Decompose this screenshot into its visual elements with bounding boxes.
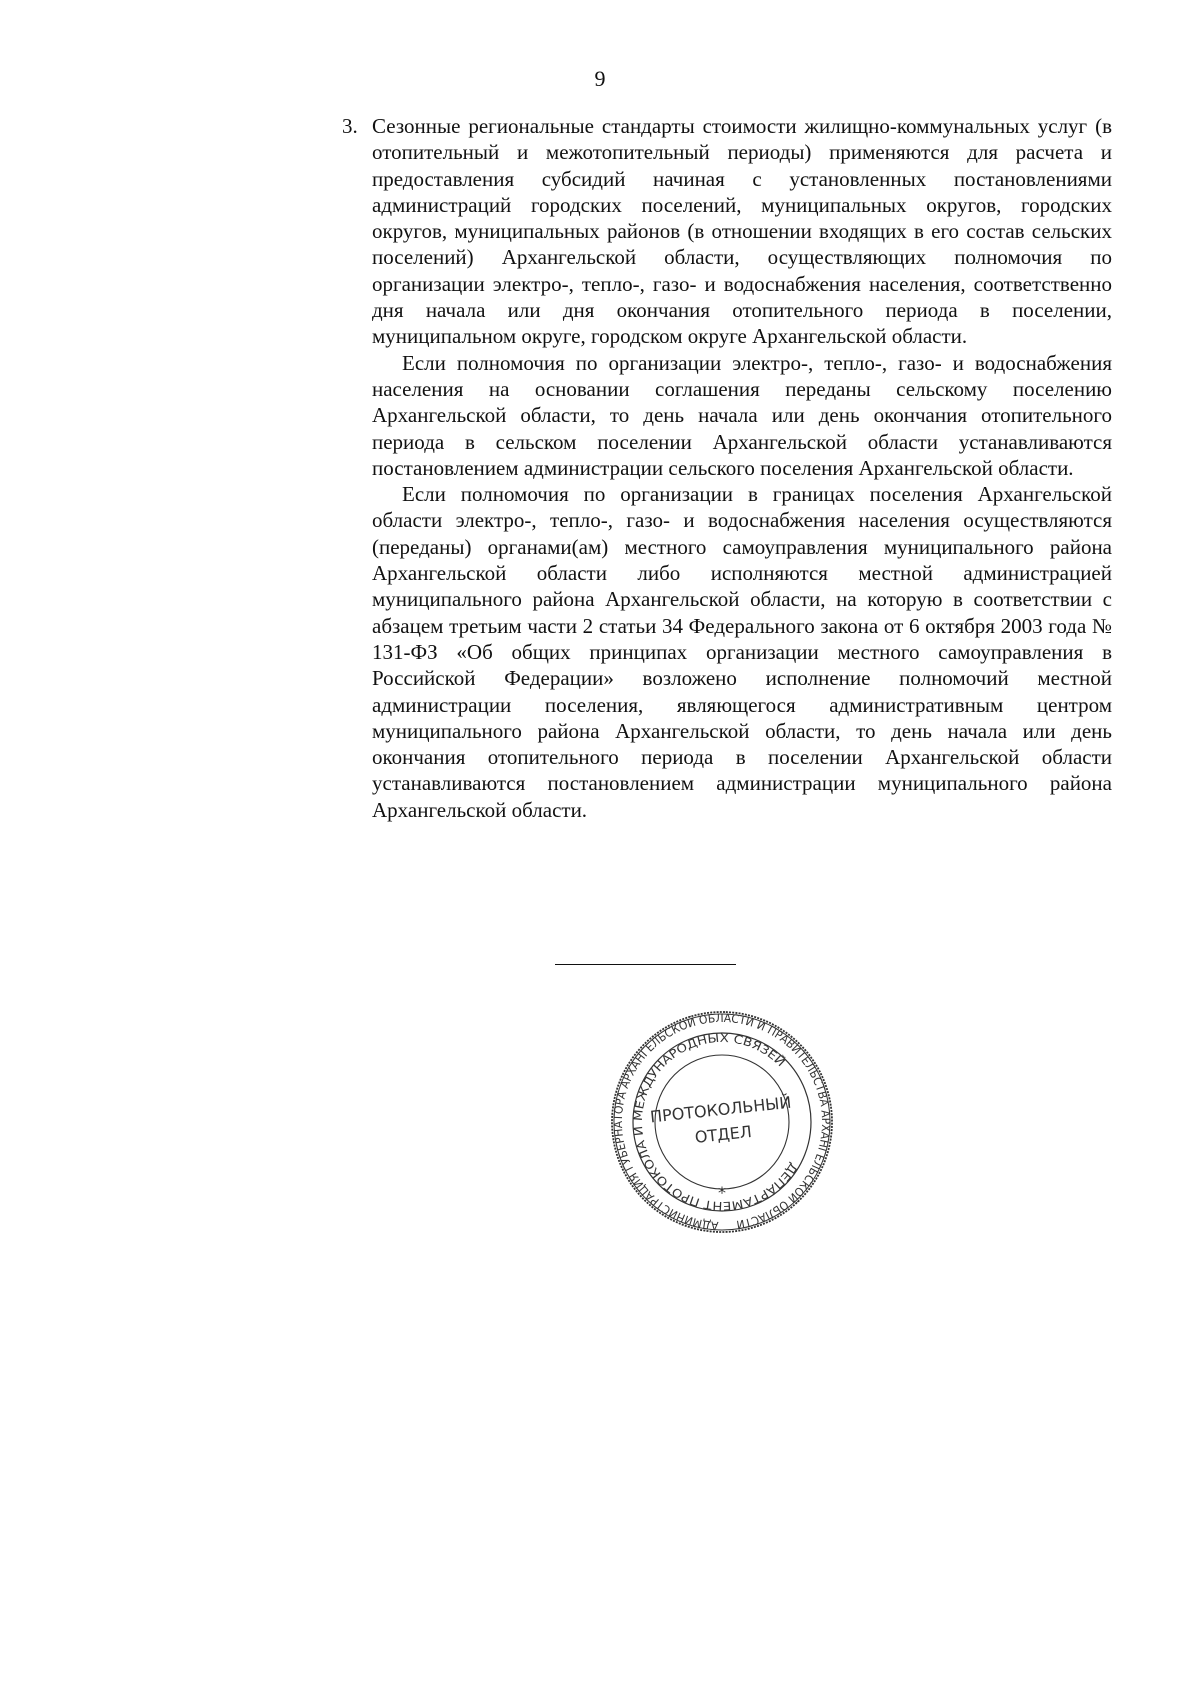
stamp-outer-text: АДМИНИСТРАЦИЯ ГУБЕРНАТОРА АРХАНГЕЛЬСКОЙ ОБЛАСТИ И ПРАВИТЕЛЬСТВА АРХАНГЕЛЬСКОЙ ОБЛАСТИ: [610, 1010, 834, 1233]
official-stamp: [610, 1010, 834, 1234]
stamp-star: *: [718, 1183, 726, 1202]
item-3-paragraph: [342, 113, 1112, 350]
paragraph-rural-settlement: Если полномочия по организации электро-, тепло-, газо- и водоснабжения населения на основании соглашения переданы сельскому поселению Архангельской области, то день начала или день окончания отопительного периода в сельском поселении Архангельской области устанавливаются постановлением администрации сельского поселения Архангельской области.: [372, 350, 1112, 480]
stamp-center-line1: ПРОТОКОЛЬНЫЙ: [649, 1092, 793, 1127]
stamp-inner-text: ДЕПАРТАМЕНТ ПРОТОКОЛА И МЕЖДУНАРОДНЫХ СВЯЗЕЙ: [630, 1030, 801, 1214]
page-number: 9: [594, 66, 606, 91]
stamp-center-line2: ОТДЕЛ: [693, 1122, 753, 1147]
item-number: 3.: [342, 114, 358, 138]
document-body: [342, 113, 1112, 823]
paragraph-municipal-district: Если полномочия по организации в границах поселения Архангельской области электро-, тепло-, газо- и водоснабжения населения осуществляются (переданы) органами(ам) местного самоуправления муниципального района Архангельской области либо исполняются местной администрацией муниципального района Архангельской области, на которую в соответствии с абзацем третьим части 2 статьи 34 Федерального закона от 6 октября 2003 года № 131-ФЗ «Об общих принципах организации местного самоуправления в Российской Федерации» возложено исполнение полномочий местной администрации поселения, являющегося административным центром муниципального района Архангельской области, то день начала или день окончания отопительного периода в поселении Архангельской области устанавливаются постановлением администрации муниципального района Архангельской области.: [372, 482, 1112, 822]
stamp-graphic: [610, 1010, 834, 1234]
separator-line: [555, 964, 736, 965]
item-3-text: Сезонные региональные стандарты стоимости жилищно-коммунальных услуг (в отопительный и межотопительный периоды) применяются для расчета и предоставления субсидий начиная с установленных постановлениями администраций городских поселений, муниципальных округов, городских округов, муниципальных районов (в отношении входящих в его состав сельских поселений) Архангельской области, осуществляющих полномочия по организации электро-, тепло-, газо- и водоснабжения населения, соответственно дня начала или дня окончания отопительного периода в поселении, муниципальном округе, городском округе Архангельской области.: [372, 114, 1112, 349]
